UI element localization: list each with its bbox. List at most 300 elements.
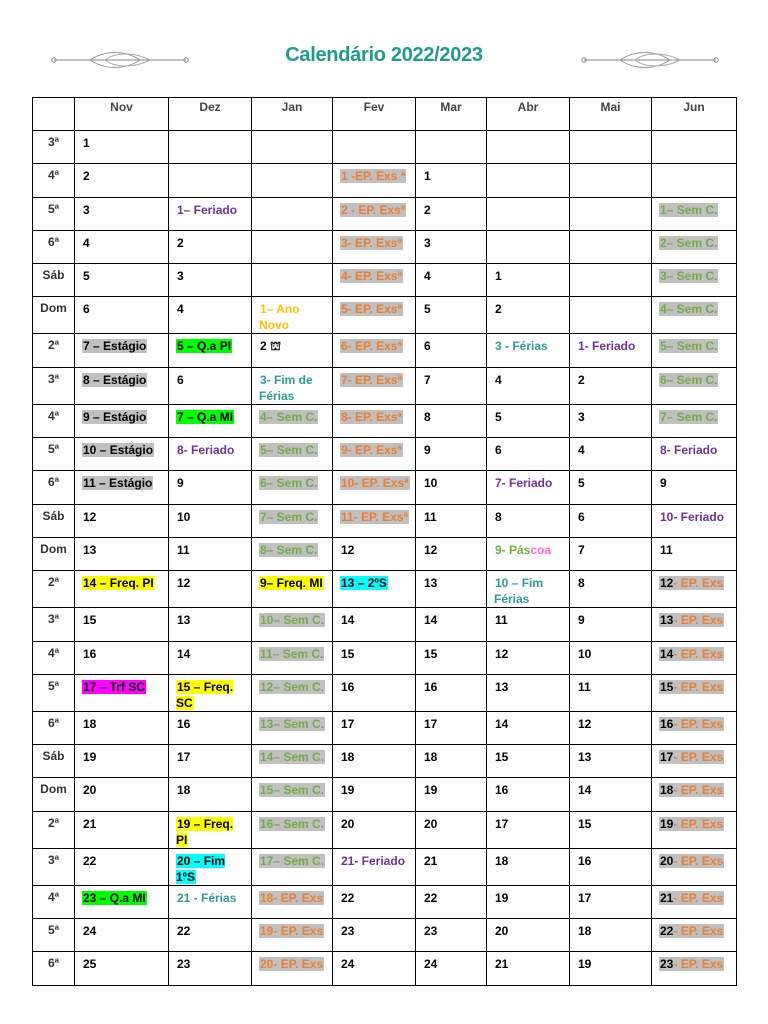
calendar-row <box>33 504 737 537</box>
calendar-entry: 13 <box>578 750 592 765</box>
calendar-entry: 2 <box>424 202 431 217</box>
weekday-label: 3ª <box>33 848 75 885</box>
calendar-entry: 10- EP. Exsª <box>341 476 409 491</box>
calendar-cell <box>333 711 416 744</box>
calendar-cell <box>487 404 570 437</box>
calendar-cell <box>570 641 652 674</box>
calendar-entry: 20 <box>83 783 97 798</box>
calendar-cell <box>487 197 570 230</box>
calendar-entry: 16– Sem C. <box>260 816 325 831</box>
calendar-entry: 8 – Estágio <box>83 372 147 387</box>
calendar-cell <box>652 848 737 885</box>
calendar-entry: 20 – Fim 1ºS <box>176 853 226 884</box>
calendar-entry: 21 <box>495 957 509 972</box>
calendar-cell <box>169 885 252 918</box>
calendar-row <box>33 131 737 164</box>
calendar-cell <box>487 471 570 504</box>
calendar-cell <box>75 537 169 570</box>
calendar-cell <box>333 885 416 918</box>
calendar-cell <box>333 919 416 952</box>
calendar-cell <box>416 674 487 711</box>
calendar-entry: 8- Feriado <box>660 443 718 458</box>
calendar-entry: 10 – Estágio <box>83 443 154 458</box>
calendar-cell <box>652 537 737 570</box>
calendar-cell <box>416 164 487 197</box>
calendar-cell <box>252 471 333 504</box>
calendar-entry: 21 - Férias <box>177 890 237 905</box>
calendar-entry: 8 <box>495 509 502 524</box>
calendar-entry: 7- Feriado <box>495 476 553 491</box>
calendar-entry: 9 <box>578 613 585 628</box>
calendar-cell <box>252 367 333 404</box>
calendar-entry: 18 <box>578 924 592 939</box>
calendar-entry: 12 <box>424 542 438 557</box>
calendar-cell <box>252 537 333 570</box>
calendar-entry: 24 <box>341 957 355 972</box>
calendar-cell <box>570 297 652 334</box>
weekday-label: 6ª <box>33 230 75 263</box>
calendar-cell <box>252 919 333 952</box>
calendar-cell <box>652 571 737 608</box>
calendar-cell <box>652 297 737 334</box>
calendar-entry: 17 <box>424 716 438 731</box>
month-header: Mai <box>570 98 652 131</box>
calendar-row <box>33 571 737 608</box>
weekday-label: 3ª <box>33 367 75 404</box>
calendar-cell <box>252 745 333 778</box>
calendar-cell <box>416 504 487 537</box>
calendar-cell <box>169 811 252 848</box>
calendar-row <box>33 164 737 197</box>
calendar-entry: 6– Sem C. <box>660 372 718 387</box>
calendar-cell <box>333 404 416 437</box>
weekday-label: Sáb <box>33 504 75 537</box>
weekday-label: 4ª <box>33 404 75 437</box>
calendar-entry: 15 <box>341 646 355 661</box>
calendar-cell <box>333 571 416 608</box>
calendar-entry: 16 <box>495 783 509 798</box>
month-header: Mar <box>416 98 487 131</box>
calendar-row <box>33 811 737 848</box>
calendar-entry: 20 <box>424 816 438 831</box>
calendar-cell <box>333 230 416 263</box>
calendar-cell <box>416 919 487 952</box>
calendar-table <box>32 97 737 986</box>
calendar-entry: 16 <box>341 679 355 694</box>
calendar-entry: 16 <box>177 716 191 731</box>
calendar-cell <box>570 404 652 437</box>
calendar-entry: 15 – Freq. SC <box>176 679 234 710</box>
calendar-entry: 24 <box>83 924 97 939</box>
calendar-cell <box>416 334 487 367</box>
calendar-cell <box>487 674 570 711</box>
calendar-cell <box>333 504 416 537</box>
calendar-entry: 19 – Freq. PI <box>176 816 234 847</box>
calendar-cell <box>75 197 169 230</box>
calendar-cell <box>570 197 652 230</box>
calendar-cell <box>570 745 652 778</box>
weekday-label: Dom <box>33 778 75 811</box>
calendar-entry: 11 <box>578 679 591 694</box>
calendar-entry: 11 – Estágio <box>83 476 153 491</box>
calendar-cell <box>570 811 652 848</box>
corner-cell <box>33 98 75 131</box>
calendar-cell <box>252 164 333 197</box>
calendar-entry: 20 <box>495 924 509 939</box>
calendar-entry: 5 <box>83 269 90 284</box>
calendar-cell <box>416 608 487 641</box>
calendar-entry: 19 <box>83 750 97 765</box>
calendar-entry: 15 <box>578 816 592 831</box>
calendar-cell <box>169 674 252 711</box>
calendar-entry: 5 <box>424 302 431 317</box>
calendar-cell <box>333 197 416 230</box>
calendar-cell <box>652 471 737 504</box>
calendar-entry: 7- EP. Exsª <box>341 372 402 387</box>
calendar-entry: 21 <box>424 853 438 868</box>
calendar-cell <box>416 711 487 744</box>
calendar-entry: 6- EP. Exsª <box>341 339 402 354</box>
calendar-cell <box>169 367 252 404</box>
calendar-entry: 17 <box>177 750 191 765</box>
calendar-entry: 8 <box>578 576 585 591</box>
calendar-cell <box>75 778 169 811</box>
calendar-cell <box>570 885 652 918</box>
calendar-entry: 8 <box>424 409 431 424</box>
calendar-entry: 19 <box>578 957 592 972</box>
month-header: Dez <box>169 98 252 131</box>
calendar-cell <box>75 404 169 437</box>
calendar-entry: 14 <box>177 646 191 661</box>
calendar-cell <box>487 504 570 537</box>
calendar-cell <box>75 885 169 918</box>
calendar-entry: 15 <box>495 750 509 765</box>
calendar-entry: 5 <box>578 476 585 491</box>
calendar-cell <box>252 571 333 608</box>
calendar-cell <box>169 164 252 197</box>
weekday-label: 5ª <box>33 674 75 711</box>
calendar-cell <box>416 438 487 471</box>
weekday-label: Dom <box>33 537 75 570</box>
calendar-entry: 2 <box>495 302 502 317</box>
calendar-cell <box>75 641 169 674</box>
calendar-entry: 17– Sem C. <box>260 853 325 868</box>
calendar-entry: 18 <box>83 716 97 731</box>
calendar-cell <box>487 745 570 778</box>
calendar-cell <box>487 848 570 885</box>
calendar-entry: 22- EP. Exs <box>660 924 724 939</box>
calendar-cell <box>333 131 416 164</box>
calendar-cell <box>75 471 169 504</box>
calendar-entry: 5- EP. Exsª <box>341 302 402 317</box>
calendar-cell <box>487 334 570 367</box>
month-header: Jun <box>652 98 737 131</box>
calendar-cell <box>487 367 570 404</box>
calendar-row <box>33 952 737 985</box>
calendar-cell <box>652 952 737 985</box>
calendar-entry: 3 <box>83 202 90 217</box>
calendar-cell <box>252 848 333 885</box>
calendar-entry: 23 <box>341 924 355 939</box>
calendar-cell <box>75 367 169 404</box>
weekday-label: 4ª <box>33 885 75 918</box>
calendar-entry: 12 <box>177 576 191 591</box>
calendar-cell <box>652 230 737 263</box>
calendar-cell <box>416 131 487 164</box>
calendar-cell <box>416 197 487 230</box>
calendar-entry: 9– Freq. MI <box>260 576 323 591</box>
weekday-label: 5ª <box>33 197 75 230</box>
calendar-entry: 7– Sem C. <box>260 509 318 524</box>
calendar-cell <box>75 919 169 952</box>
calendar-entry: 21 <box>83 816 97 831</box>
calendar-entry: 2 - EP. Exsª <box>341 202 406 217</box>
calendar-entry: 21- EP. Exs <box>660 890 724 905</box>
calendar-cell <box>75 674 169 711</box>
calendar-entry: 21- Feriado <box>341 853 406 868</box>
calendar-entry: 20- EP. Exs <box>660 853 724 868</box>
calendar-entry: 7 – Q.a MI <box>177 409 234 424</box>
calendar-entry: 11 <box>424 509 437 524</box>
calendar-entry: 1- Feriado <box>578 339 636 354</box>
calendar-cell <box>487 264 570 297</box>
calendar-entry: 6– Sem C. <box>260 476 318 491</box>
calendar-entry: 14- EP. Exs <box>660 646 724 661</box>
calendar-cell <box>252 641 333 674</box>
calendar-row <box>33 537 737 570</box>
calendar-cell <box>487 131 570 164</box>
calendar-cell <box>169 919 252 952</box>
calendar-cell <box>652 404 737 437</box>
calendar-cell <box>169 131 252 164</box>
calendar-entry: 17 – Trf SC <box>83 679 146 694</box>
calendar-row <box>33 334 737 367</box>
calendar-cell <box>252 608 333 641</box>
calendar-row <box>33 848 737 885</box>
calendar-entry: 1 <box>83 136 90 150</box>
calendar-entry: 4 <box>424 269 431 284</box>
calendar-entry: 10 <box>177 509 191 524</box>
page-title: Calendário 2022/2023 <box>285 44 483 66</box>
calendar-cell <box>333 297 416 334</box>
calendar-entry: 19 <box>495 890 509 905</box>
calendar-cell <box>333 674 416 711</box>
calendar-cell <box>333 334 416 367</box>
calendar-cell <box>252 674 333 711</box>
calendar-cell <box>487 537 570 570</box>
calendar-cell <box>75 848 169 885</box>
calendar-row <box>33 641 737 674</box>
calendar-cell <box>333 608 416 641</box>
calendar-cell <box>169 264 252 297</box>
calendar-entry: 12 <box>83 509 97 524</box>
calendar-entry: 16 <box>578 853 592 868</box>
page-header <box>0 40 768 76</box>
calendar-cell <box>333 952 416 985</box>
calendar-row <box>33 608 737 641</box>
calendar-entry: 4 <box>177 302 184 317</box>
calendar-entry: 3 <box>177 269 184 284</box>
calendar-cell <box>652 131 737 164</box>
calendar-entry: 1 <box>424 169 431 184</box>
calendar-cell <box>487 230 570 263</box>
calendar-entry: 19 <box>341 783 355 798</box>
calendar-entry: 16 <box>424 679 438 694</box>
calendar-cell <box>652 197 737 230</box>
calendar-cell <box>652 778 737 811</box>
calendar-cell <box>252 297 333 334</box>
calendar-cell <box>652 641 737 674</box>
calendar-entry: 2 <box>177 235 184 250</box>
calendar-entry: 10 – Fim Férias <box>494 576 544 607</box>
calendar-entry: 23- EP. Exs <box>660 957 724 972</box>
calendar-entry: 14 <box>341 613 355 628</box>
weekday-label: Sáb <box>33 745 75 778</box>
calendar-entry: 19 <box>424 783 438 798</box>
calendar-entry: 18- EP. Exs <box>660 783 724 798</box>
calendar-cell <box>416 571 487 608</box>
calendar-row <box>33 674 737 711</box>
calendar-row <box>33 471 737 504</box>
calendar-row <box>33 711 737 744</box>
calendar-cell <box>487 641 570 674</box>
calendar-cell <box>333 164 416 197</box>
calendar-entry: 17- EP. Exs <box>660 750 724 765</box>
calendar-row <box>33 438 737 471</box>
calendar-cell <box>570 711 652 744</box>
calendar-entry: 7 <box>424 372 431 387</box>
calendar-cell <box>570 778 652 811</box>
calendar-entry: 10– Sem C. <box>260 613 325 628</box>
calendar-cell <box>75 164 169 197</box>
calendar-entry: 16- EP. Exs <box>660 716 724 731</box>
calendar-entry: 11 <box>495 613 508 628</box>
calendar-cell <box>416 297 487 334</box>
weekday-label: 4ª <box>33 641 75 674</box>
calendar-entry: 17 <box>341 716 355 731</box>
calendar-body <box>33 131 737 986</box>
calendar-cell <box>416 230 487 263</box>
calendar-entry: 13 <box>495 679 509 694</box>
calendar-cell <box>252 230 333 263</box>
weekday-label: 2ª <box>33 811 75 848</box>
calendar-entry: 4 <box>578 443 585 458</box>
calendar-cell <box>652 264 737 297</box>
calendar-cell <box>75 334 169 367</box>
calendar-cell <box>652 674 737 711</box>
calendar-cell <box>75 811 169 848</box>
calendar-entry: 7 <box>578 542 585 557</box>
weekday-label: Dom <box>33 297 75 334</box>
calendar-entry: 22 <box>83 853 97 868</box>
calendar-cell <box>487 608 570 641</box>
calendar-entry: 9 <box>424 443 431 458</box>
calendar-cell <box>75 264 169 297</box>
calendar-entry: 22 <box>424 890 438 905</box>
calendar-entry: 22 <box>341 890 355 905</box>
calendar-entry: 7 – Estágio <box>83 339 147 354</box>
calendar-cell <box>652 164 737 197</box>
calendar-cell <box>652 885 737 918</box>
calendar-cell <box>570 674 652 711</box>
calendar-row <box>33 297 737 334</box>
weekday-label: 6ª <box>33 471 75 504</box>
calendar-cell <box>252 438 333 471</box>
calendar-entry: 10- Feriado <box>660 509 725 524</box>
weekday-label: 5ª <box>33 919 75 952</box>
calendar-cell <box>570 952 652 985</box>
weekday-label: 2ª <box>33 571 75 608</box>
month-header: Fev <box>333 98 416 131</box>
calendar-cell <box>169 197 252 230</box>
calendar-cell <box>570 537 652 570</box>
calendar-entry: 4 <box>495 372 502 387</box>
calendar-cell <box>487 297 570 334</box>
calendar-entry: 1– Feriado <box>177 202 238 217</box>
calendar-cell <box>252 811 333 848</box>
calendar-cell <box>75 230 169 263</box>
calendar-row <box>33 778 737 811</box>
calendar-entry: 3 - Férias <box>495 339 548 354</box>
calendar-cell <box>169 711 252 744</box>
calendar-entry: 6 <box>83 302 90 317</box>
calendar-entry: 5– Sem C. <box>660 339 718 354</box>
calendar-cell <box>570 164 652 197</box>
calendar-row <box>33 197 737 230</box>
weekday-label: 4ª <box>33 164 75 197</box>
weekday-label: 2ª <box>33 334 75 367</box>
calendar-entry: 13 <box>177 613 191 628</box>
calendar-entry: 9 – Estágio <box>83 409 147 424</box>
calendar-entry: 6 <box>424 339 431 354</box>
calendar-cell <box>333 471 416 504</box>
calendar-entry: 9- EP. Exsª <box>341 443 402 458</box>
calendar-entry: 23 – Q.a MI <box>83 890 146 905</box>
weekday-label: 6ª <box>33 711 75 744</box>
calendar-entry: 17 <box>578 890 592 905</box>
calendar-cell <box>169 608 252 641</box>
calendar-cell <box>570 608 652 641</box>
calendar-entry: 18 <box>495 853 509 868</box>
calendar-entry: 1 -EP. Exs ª <box>341 169 406 184</box>
calendar-cell <box>487 164 570 197</box>
calendar-cell <box>252 264 333 297</box>
calendar-entry: 19- EP. Exs <box>260 924 324 939</box>
calendar-entry: 12 <box>341 542 355 557</box>
calendar-entry: 2 <box>578 372 585 387</box>
calendar-entry: 14 <box>578 783 592 798</box>
month-header: Jan <box>252 98 333 131</box>
calendar-cell <box>333 848 416 885</box>
calendar-cell <box>252 778 333 811</box>
calendar-entry: 15 <box>83 613 97 628</box>
calendar-entry: 5 <box>495 409 502 424</box>
calendar-cell <box>570 230 652 263</box>
calendar-cell <box>487 919 570 952</box>
calendar-entry: 10 <box>578 646 592 661</box>
calendar-entry: 7– Sem C. <box>660 409 718 424</box>
calendar-cell <box>169 778 252 811</box>
calendar-cell <box>416 641 487 674</box>
calendar-entry: 25 <box>83 957 97 972</box>
calendar-cell <box>416 471 487 504</box>
calendar-entry: 10 <box>424 476 438 491</box>
calendar-cell <box>169 297 252 334</box>
calendar-entry: 13 <box>424 576 438 591</box>
calendar-entry: 3- EP. Exsª <box>341 235 402 250</box>
calendar-row <box>33 919 737 952</box>
calendar-entry: 13 – 2ºS <box>341 576 387 591</box>
